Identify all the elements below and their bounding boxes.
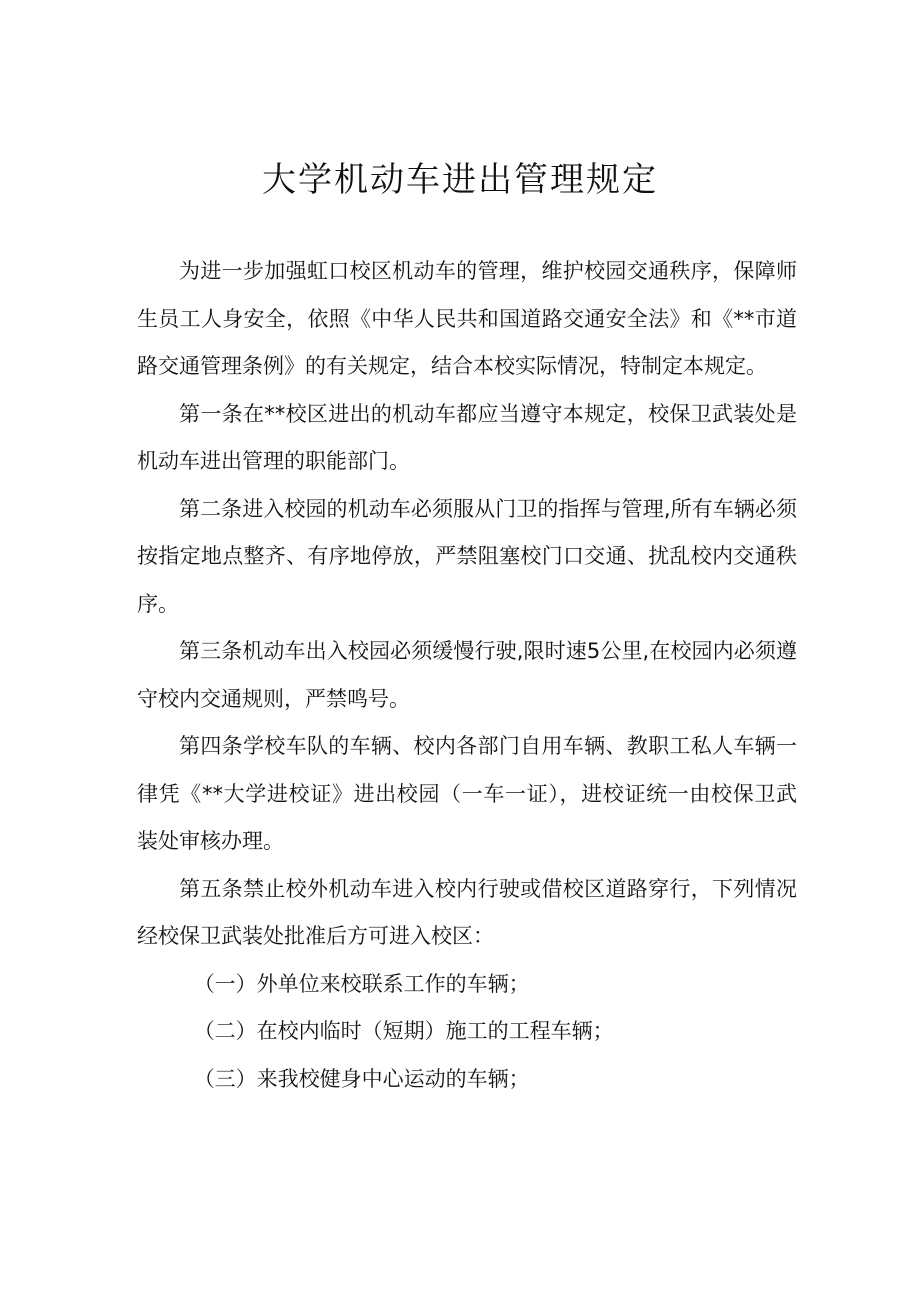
- list-item-3: （三）来我校健身中心运动的车辆；: [193, 1066, 530, 1091]
- intro-paragraph: 为进一步加强虹口校区机动车的管理，维护校园交通秩序，保障师生员工人身安全，依照《中华人民共和国道路交通安全法》和《**市道路交通管理条例》的有关规定，结合本校实际情况，特制定本规定。: [137, 259, 797, 378]
- article-4-paragraph: 第四条学校车队的车辆、校内各部门自用车辆、教职工私人车辆一律凭《**大学进校证》进出校园（一车一证），进校证统一由校保卫武装处审核办理。: [137, 734, 797, 853]
- list-item-1: （一）外单位来校联系工作的车辆；: [193, 971, 530, 996]
- article-1-paragraph: 第一条在**校区进出的机动车都应当遵守本规定，校保卫武装处是机动车进出管理的职能部门。: [137, 401, 797, 473]
- document-title: 大学机动车进出管理规定: [262, 160, 658, 200]
- document-body: [137, 248, 797, 1103]
- list-item-2: （二）在校内临时（短期）施工的工程车辆；: [193, 1019, 614, 1043]
- article-3-paragraph: 第三条机动车出入校园必须缓慢行驶,限时速5公里,在校园内必须遵守校内交通规则，严禁鸣号。: [137, 639, 797, 711]
- article-2-paragraph: 第二条进入校园的机动车必须服从门卫的指挥与管理,所有车辆必须按指定地点整齐、有序地停放，严禁阻塞校门口交通、扰乱校内交通秩序。: [137, 496, 797, 616]
- article-5-paragraph: 第五条禁止校外机动车进入校内行驶或借校区道路穿行，下列情况经校保卫武装处批准后方可进入校区：: [137, 876, 797, 948]
